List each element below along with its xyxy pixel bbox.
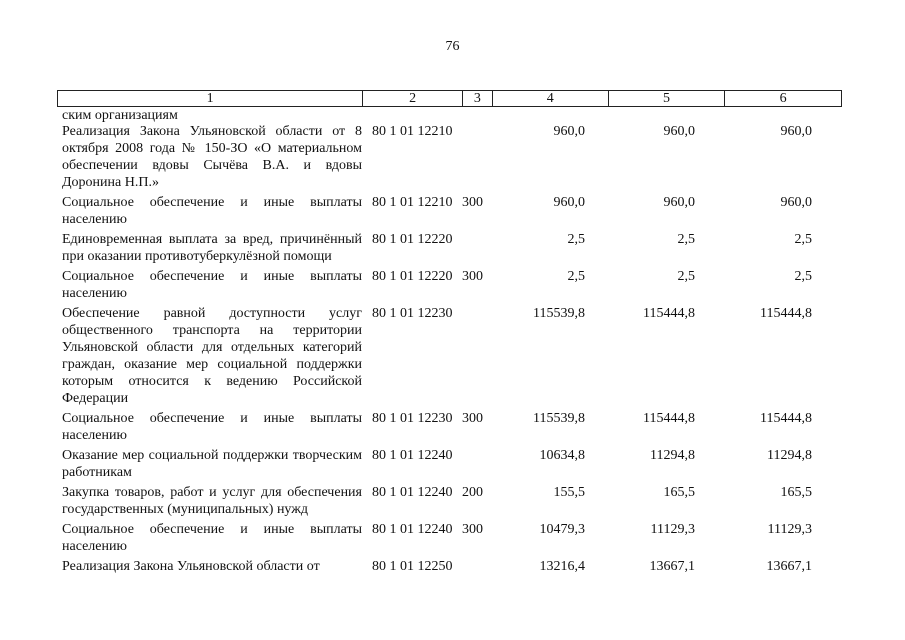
table-row [57, 521, 842, 555]
row-name: Социальное обеспечение и иные выплаты населению [62, 522, 362, 554]
row-code: 80 1 01 12220 [372, 269, 453, 284]
row-value-col5: 11129,3 [650, 522, 695, 537]
table-row [57, 194, 842, 228]
row-value-col6: 2,5 [794, 232, 812, 247]
table-row [57, 305, 842, 407]
row-name: Социальное обеспечение и иные выплаты населению [62, 269, 362, 301]
row-value-col6: 13667,1 [766, 559, 812, 574]
row-value-col5: 2,5 [677, 232, 695, 247]
table-body [57, 123, 842, 575]
row-value-col4: 155,5 [553, 485, 585, 500]
header-col-2: 2 [362, 91, 462, 106]
row-type [462, 305, 492, 407]
continuation-text: ским организациям [62, 108, 178, 123]
row-value-col5: 11294,8 [650, 448, 695, 463]
row-value-col6: 11294,8 [767, 448, 812, 463]
row-value-col4: 13216,4 [539, 559, 585, 574]
row-type: 200 [462, 485, 483, 500]
row-name: Реализация Закона Ульяновской области от [62, 559, 320, 574]
row-name: Оказание мер социальной поддержки творческим работникам [62, 448, 362, 480]
table-row [57, 268, 842, 302]
header-col-4: 4 [492, 91, 608, 106]
table-row [57, 558, 842, 575]
row-code: 80 1 01 12230 [372, 411, 453, 426]
row-value-col4: 960,0 [553, 124, 585, 139]
row-name: Обеспечение равной доступности услуг общественного транспорта на территории Ульяновской области для отдельных категорий граждан, оказание мер социальной поддержки которым относится к ведению Российской Федерации [62, 306, 362, 406]
row-value-col5: 115444,8 [643, 411, 695, 426]
header-col-5: 5 [608, 91, 725, 106]
row-type: 300 [462, 269, 483, 284]
table-row [57, 123, 842, 191]
row-type [462, 447, 492, 481]
row-value-col4: 960,0 [553, 195, 585, 210]
row-code: 80 1 01 12240 [372, 522, 453, 537]
row-value-col4: 2,5 [567, 269, 585, 284]
header-col-6: 6 [724, 91, 841, 106]
row-name: Реализация Закона Ульяновской области от 8 октября 2008 года № 150-ЗО «О материальном обеспечении вдовы Сычёва В.А. и вдовы Доронина Н.П.» [62, 124, 362, 190]
row-value-col4: 10634,8 [539, 448, 585, 463]
table-header [57, 90, 842, 107]
row-value-col5: 115444,8 [643, 306, 695, 321]
row-code: 80 1 01 12220 [372, 232, 453, 247]
page-number: 76 [445, 39, 460, 54]
table-row [57, 484, 842, 518]
row-type: 300 [462, 522, 483, 537]
row-name: Социальное обеспечение и иные выплаты населению [62, 411, 362, 443]
row-value-col4: 115539,8 [533, 306, 585, 321]
row-type [462, 231, 492, 265]
header-col-3: 3 [462, 91, 492, 106]
header-col-1: 1 [206, 91, 214, 106]
row-name: Единовременная выплата за вред, причинённый при оказании противотуберкулёзной помощи [62, 232, 362, 264]
row-value-col5: 13667,1 [649, 559, 695, 574]
row-value-col4: 10479,3 [539, 522, 585, 537]
row-code: 80 1 01 12240 [372, 485, 453, 500]
row-value-col6: 115444,8 [760, 411, 812, 426]
budget-table [57, 90, 842, 578]
row-code: 80 1 01 12210 [372, 195, 453, 210]
row-type [462, 558, 492, 575]
row-code: 80 1 01 12210 [372, 124, 453, 139]
row-code: 80 1 01 12240 [372, 448, 453, 463]
row-code: 80 1 01 12250 [372, 559, 453, 574]
row-value-col5: 2,5 [677, 269, 695, 284]
table-row [57, 447, 842, 481]
row-value-col6: 115444,8 [760, 306, 812, 321]
row-value-col4: 2,5 [567, 232, 585, 247]
row-type: 300 [462, 411, 483, 426]
row-value-col6: 960,0 [780, 124, 812, 139]
table-row [57, 231, 842, 265]
row-name: Закупка товаров, работ и услуг для обеспечения государственных (муниципальных) нужд [62, 485, 362, 517]
row-type: 300 [462, 195, 483, 210]
row-value-col4: 115539,8 [533, 411, 585, 426]
row-name: Социальное обеспечение и иные выплаты населению [62, 195, 362, 227]
row-value-col6: 165,5 [780, 485, 812, 500]
row-value-col6: 960,0 [780, 195, 812, 210]
row-value-col6: 2,5 [794, 269, 812, 284]
row-value-col5: 165,5 [663, 485, 695, 500]
row-code: 80 1 01 12230 [372, 306, 453, 321]
row-value-col5: 960,0 [663, 195, 695, 210]
row-value-col5: 960,0 [663, 124, 695, 139]
row-type [462, 123, 492, 191]
row-value-col6: 11129,3 [767, 522, 812, 537]
table-row [57, 410, 842, 444]
